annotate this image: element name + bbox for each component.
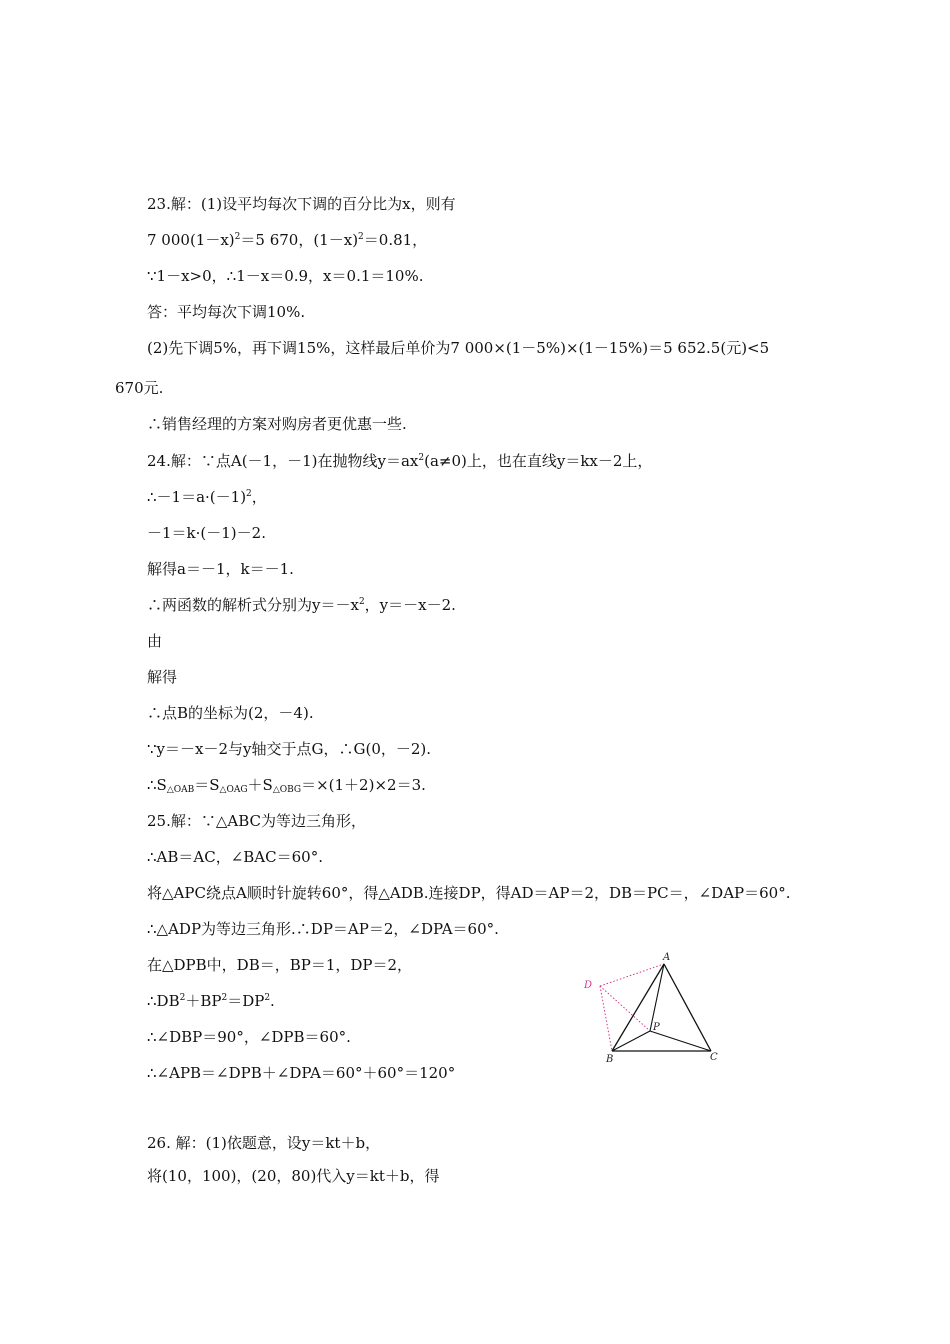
point-label-C: C bbox=[710, 1052, 718, 1063]
text-line: ∴△ADP为等边三角形.∴DP＝AP＝2，∠DPA＝60°. bbox=[147, 920, 499, 938]
text-line: ∴点B的坐标为(2，－4). bbox=[147, 704, 314, 722]
text-line: ∴∠DBP＝90°，∠DPB＝60°. bbox=[147, 1028, 351, 1046]
point-label-B: B bbox=[606, 1054, 614, 1065]
text-line: 由 bbox=[147, 632, 163, 650]
text-line: 解得 bbox=[147, 668, 178, 686]
segment-AB bbox=[612, 964, 664, 1051]
text-line: ∵1－x>0，∴1－x＝0.9，x＝0.1＝10%. bbox=[147, 267, 424, 285]
text-line: 7 $000(1-x)^2=5$ 670，$(1-x)^2=0.81$， bbox=[147, 231, 428, 249]
text-line: $\therefore S_{\triangle OAB}=S_{\triangle OAG}+S_{\triangle OBG}=\times(1+2)\times 2=3$. bbox=[147, 776, 426, 795]
point-label-A: A bbox=[663, 952, 671, 963]
text-line: －1＝k·(－1)－2. bbox=[147, 524, 266, 542]
text-line: ∴AB＝AC，∠BAC＝60°. bbox=[147, 848, 323, 866]
segment-AP bbox=[650, 964, 664, 1031]
text-line: (2)先下调5%，再下调15%，这样最后单价为7 000×(1－5%)×(1－15%)＝5 652.5(元)<5 bbox=[147, 339, 770, 357]
point-label-D: D bbox=[584, 980, 593, 991]
text-line: ∴销售经理的方案对购房者更优惠一些. bbox=[147, 415, 407, 433]
text-line: 24.解：∵点A(－1，－1)在抛物线$y=ax^2(a\ne 0)$上，也在直线y＝kx－2上， bbox=[147, 452, 653, 470]
text-line: 在△DPB中，DB＝，BP＝1，DP＝2， bbox=[147, 956, 413, 974]
segment-DA bbox=[600, 964, 664, 986]
text-line: ∴两函数的解析式分别为$y=-x^2$，y＝－x－2. bbox=[147, 596, 456, 614]
text-line: $\therefore DB^2+BP^2=DP^2$. bbox=[147, 992, 275, 1010]
point-label-P: P bbox=[653, 1022, 660, 1033]
text-line: 答：平均每次下调10%. bbox=[147, 303, 306, 321]
text-line: 25.解：∵△ABC为等边三角形， bbox=[147, 812, 367, 830]
text-line: 解得a＝－1，k＝－1. bbox=[147, 560, 294, 578]
text-line: 将△APC绕点A顺时针旋转60°，得△ADB.连接DP，得AD＝AP＝2，DB＝PC＝，∠DAP＝60°. bbox=[147, 884, 791, 902]
text-line: ∴∠APB＝∠DPB＋∠DPA＝60°＋60°＝120° bbox=[147, 1064, 456, 1082]
text-line: $\therefore-1=a\cdot(-1)^2$， bbox=[147, 488, 267, 506]
triangle-figure bbox=[578, 948, 728, 1066]
text-line: ∵y＝－x－2与y轴交于点G，∴G(0，－2). bbox=[147, 740, 432, 758]
text-line: 将(10，100)，(20，80)代入y＝kt＋b，得 bbox=[147, 1167, 440, 1185]
text-line: 670元. bbox=[115, 379, 164, 397]
text-line: 23.解：(1)设平均每次下调的百分比为x，则有 bbox=[147, 195, 456, 213]
text-line: 26. 解：(1)依题意，设y＝kt＋b， bbox=[147, 1134, 381, 1152]
